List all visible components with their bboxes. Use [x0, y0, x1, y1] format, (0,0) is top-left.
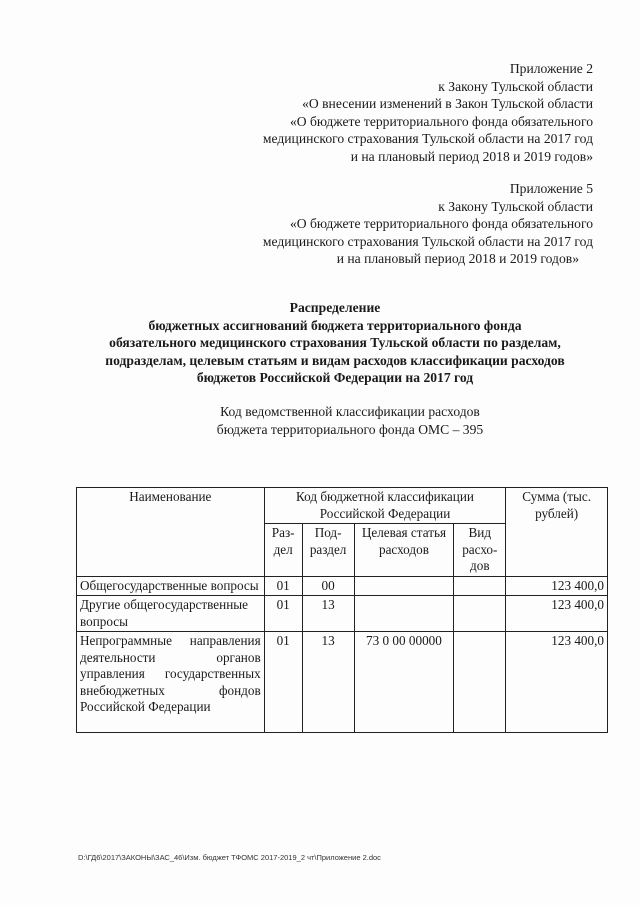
row-subsection: 00	[302, 576, 354, 596]
row-subsection: 13	[302, 596, 354, 632]
appendix-5-line: «О бюджете территориального фонда обязательного	[289, 216, 593, 231]
code-note-line-2: бюджета территориального фонда ОМС – 395	[216, 422, 484, 437]
appendix-2-line: медицинского страхования Тульской области на 2017 год	[262, 131, 593, 146]
appendix-2-header	[263, 60, 593, 165]
document-title	[60, 299, 610, 387]
appendix-5-line: и на плановый период 2018 и 2019 годов»	[336, 251, 579, 266]
row-name: Общегосударственные вопросы	[77, 576, 265, 596]
appendix-2-line: и на плановый период 2018 и 2019 годов»	[350, 148, 593, 164]
row-sum: 123 400,0	[506, 596, 608, 632]
row-kind	[454, 576, 506, 596]
appendix-5-header	[263, 180, 593, 268]
row-sum: 123 400,0	[506, 632, 608, 733]
header-kind: Вид расхо-дов	[454, 524, 506, 577]
row-name: Другие общегосударственные вопросы	[77, 596, 265, 632]
header-target: Целевая статья расходов	[354, 524, 454, 577]
row-kind	[454, 632, 506, 733]
appendix-2-line: Приложение 2	[509, 61, 593, 76]
row-target	[354, 576, 454, 596]
appendix-2-line: «О бюджете территориального фонда обязательного	[289, 113, 593, 129]
file-path-footer: D:\ГД6\2017\ЗАКОНЫ\ЗАС_46\Изм. бюджет ТФОМС 2017-2019_2 чт\Приложение 2.doc	[78, 853, 381, 862]
row-name: Непрограммные направления деятельности органов управления государственных внебюджетных фондов Российской Федерации	[77, 632, 265, 733]
row-subsection: 13	[302, 632, 354, 733]
table-row	[77, 576, 608, 596]
budget-table	[76, 487, 608, 733]
appendix-5-line: медицинского страхования Тульской области на 2017 год	[262, 233, 593, 249]
row-section: 01	[264, 576, 302, 596]
row-kind	[454, 596, 506, 632]
table-row	[77, 596, 608, 632]
header-subsection: Под-раздел	[302, 524, 354, 577]
header-sum: Сумма (тыс. рублей)	[506, 488, 608, 577]
row-target: 73 0 00 00000	[354, 632, 454, 733]
title-line: Распределение	[289, 300, 381, 315]
header-section: Раз-дел	[264, 524, 302, 577]
appendix-2-line: «О внесении изменений в Закон Тульской области	[302, 96, 593, 111]
department-code-note	[190, 403, 510, 439]
code-note-line-1: Код ведомственной классификации расходов	[220, 404, 480, 419]
header-code-group: Код бюджетной классификации Российской Федерации	[264, 488, 506, 524]
title-line: подразделам, целевым статьям и видам расходов классификации расходов	[105, 352, 565, 368]
header-name: Наименование	[77, 488, 265, 577]
row-section: 01	[264, 632, 302, 733]
row-sum: 123 400,0	[506, 576, 608, 596]
title-line: бюджетных ассигнований бюджета территориального фонда	[148, 317, 522, 333]
appendix-2-line: к Закону Тульской области	[438, 78, 593, 94]
table-row	[77, 632, 608, 733]
row-target	[354, 596, 454, 632]
appendix-5-line: Приложение 5	[509, 181, 593, 196]
row-section: 01	[264, 596, 302, 632]
title-line: обязательного медицинского страхования Тульской области по разделам,	[109, 335, 561, 350]
appendix-5-line: к Закону Тульской области	[438, 198, 593, 214]
title-line: бюджетов Российской Федерации на 2017 год	[196, 370, 474, 385]
